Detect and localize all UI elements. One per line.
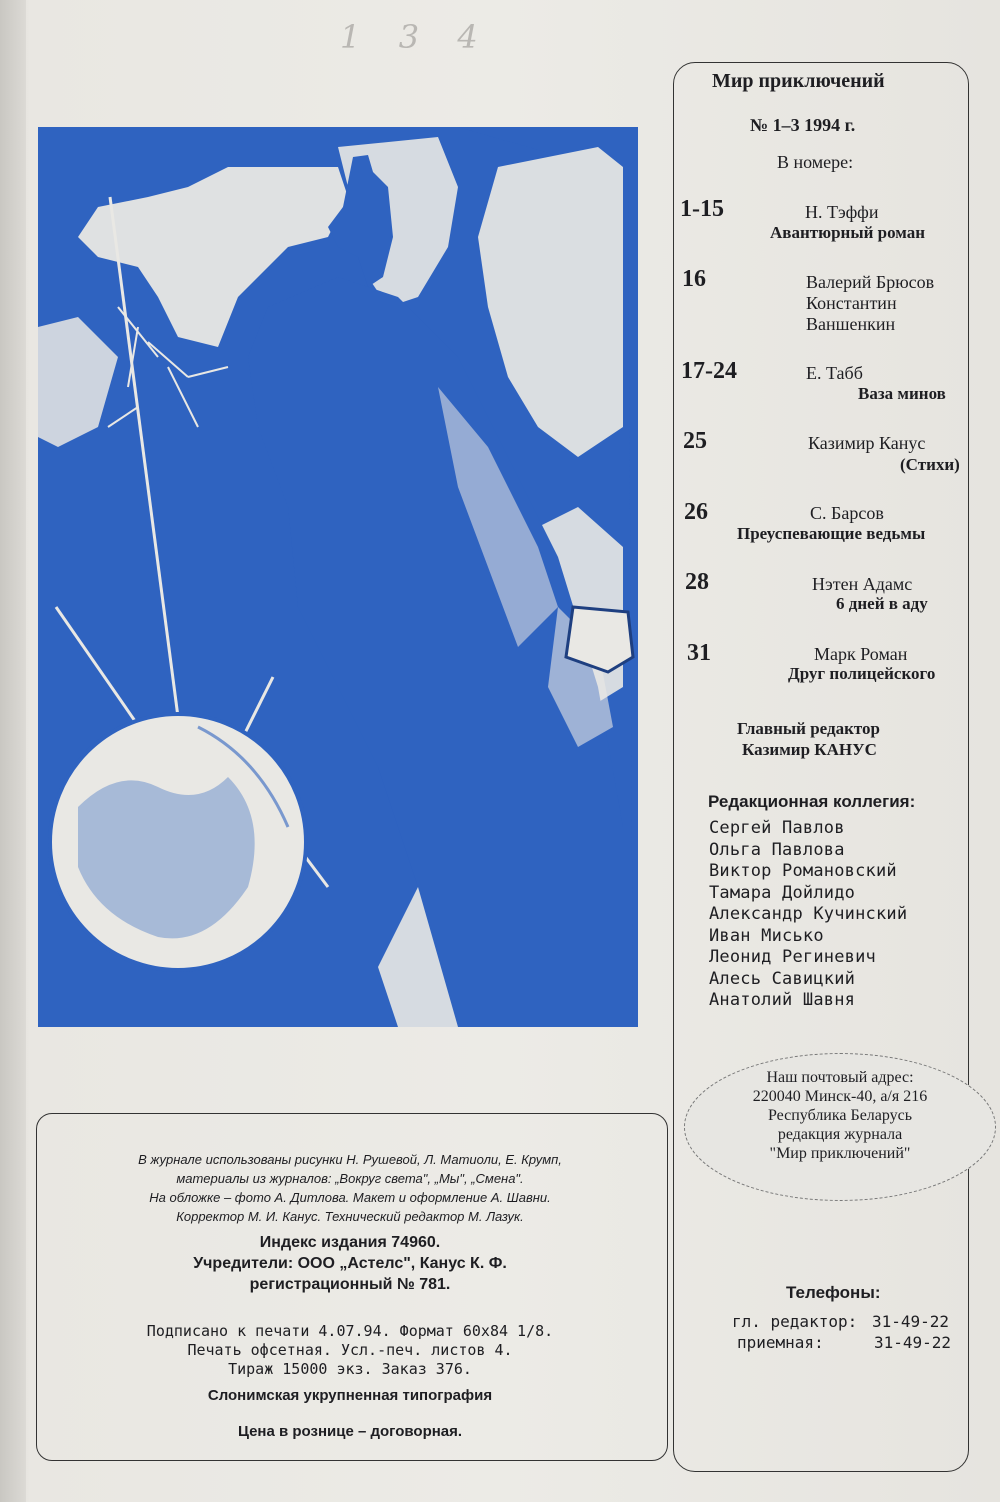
board-member: Александр Кучинский <box>709 904 908 924</box>
board-member: Анатолий Шавня <box>709 990 856 1010</box>
satellite-and-cliff-drawing <box>38 127 638 1027</box>
toc-author: Марк Роман <box>814 644 908 664</box>
print-line: Печать офсетная. Усл.-печ. листов 4. <box>187 1341 513 1359</box>
board-member: Иван Мисько <box>709 925 824 946</box>
handwritten-pencil-mark: 1 3 4 <box>340 18 484 56</box>
editorial-board-heading: Редакционная коллегия: <box>708 792 916 811</box>
board-member: Леонид Региневич <box>709 947 876 967</box>
toc-author: Е. Табб <box>806 363 863 383</box>
issue-number: № 1–3 1994 г. <box>750 115 856 135</box>
address-line: "Мир приключений" <box>769 1145 911 1162</box>
toc-author: Константин <box>806 293 897 313</box>
credits-line: Корректор М. И. Канус. Технический редактор М. Лазук. <box>176 1209 524 1224</box>
publication-index: Индекс издания 74960. <box>259 1234 441 1251</box>
toc-pages: 31 <box>687 640 711 666</box>
board-member: Тамара Дойлидо <box>709 882 856 903</box>
print-line: Подписано к печати 4.07.94. Формат 60х84 1/8. <box>146 1322 554 1340</box>
phone-label: приемная: <box>737 1333 824 1352</box>
printer-name: Слонимская укрупненная типография <box>207 1387 493 1404</box>
editorial-board-list <box>709 818 907 1012</box>
board-member: Сергей Павлов <box>709 818 845 838</box>
toc-author: Валерий Брюсов <box>806 272 935 292</box>
toc-pages: 25 <box>683 428 707 454</box>
editor-label: Главный редактор <box>737 719 880 738</box>
in-issue-label: В номере: <box>777 152 854 172</box>
page-binding-edge <box>0 0 26 1502</box>
toc-pages: 17-24 <box>681 358 737 384</box>
address-line: редакция журнала <box>777 1126 903 1143</box>
toc-work: Ваза минов <box>858 384 946 403</box>
credits-line: На обложке – фото А. Дитлова. Макет и оформление А. Шавни. <box>149 1190 551 1205</box>
phone-number: 31-49-22 <box>874 1333 952 1352</box>
toc-pages: 28 <box>685 569 709 595</box>
toc-pages: 16 <box>682 266 706 292</box>
toc-work: Друг полицейского <box>788 664 936 683</box>
postal-address <box>684 1068 996 1163</box>
address-line: Наш почтовый адрес: <box>766 1069 914 1086</box>
toc-pages: 1-15 <box>680 196 724 222</box>
toc-author: Ваншенкин <box>806 314 896 334</box>
toc-author: С. Барсов <box>810 503 884 523</box>
phones-heading: Телефоны: <box>786 1283 881 1302</box>
board-member: Ольга Павлова <box>709 839 845 860</box>
cover-illustration <box>38 127 638 1027</box>
publication-registration: регистрационный № 781. <box>249 1276 451 1293</box>
toc-author: Нэтен Адамс <box>812 574 913 594</box>
print-line: Тираж 15000 экз. Заказ 376. <box>228 1360 472 1378</box>
toc-work: 6 дней в аду <box>836 594 928 613</box>
toc-author: Н. Тэффи <box>805 202 879 222</box>
magazine-title: Мир приключений <box>712 70 885 92</box>
board-member: Алесь Савицкий <box>709 968 856 989</box>
credits-line: В журнале использованы рисунки Н. Рушевой, Л. Матиоли, Е. Крумп, <box>138 1152 562 1167</box>
toc-work: Авантюрный роман <box>770 223 926 242</box>
board-member: Виктор Романовский <box>709 861 897 881</box>
toc-author: Казимир Канус <box>808 433 926 453</box>
toc-work: (Стихи) <box>900 455 960 474</box>
address-line: Республика Беларусь <box>767 1107 913 1124</box>
toc-pages: 26 <box>684 499 708 525</box>
phone-label: гл. редактор: <box>732 1312 858 1331</box>
credits-text <box>60 1150 640 1226</box>
editor-name: Казимир КАНУС <box>742 740 877 759</box>
phone-number: 31-49-22 <box>872 1312 950 1331</box>
retail-price: Цена в рознице – договорная. <box>237 1423 463 1440</box>
address-line: 220040 Минск-40, а/я 216 <box>752 1088 928 1105</box>
toc-work: Преуспевающие ведьмы <box>737 524 926 543</box>
credits-line: материалы из журналов: „Вокруг света", „Мы", „Смена". <box>176 1171 524 1186</box>
publication-founders: Учредители: ООО „Астелс", Канус К. Ф. <box>193 1255 507 1272</box>
